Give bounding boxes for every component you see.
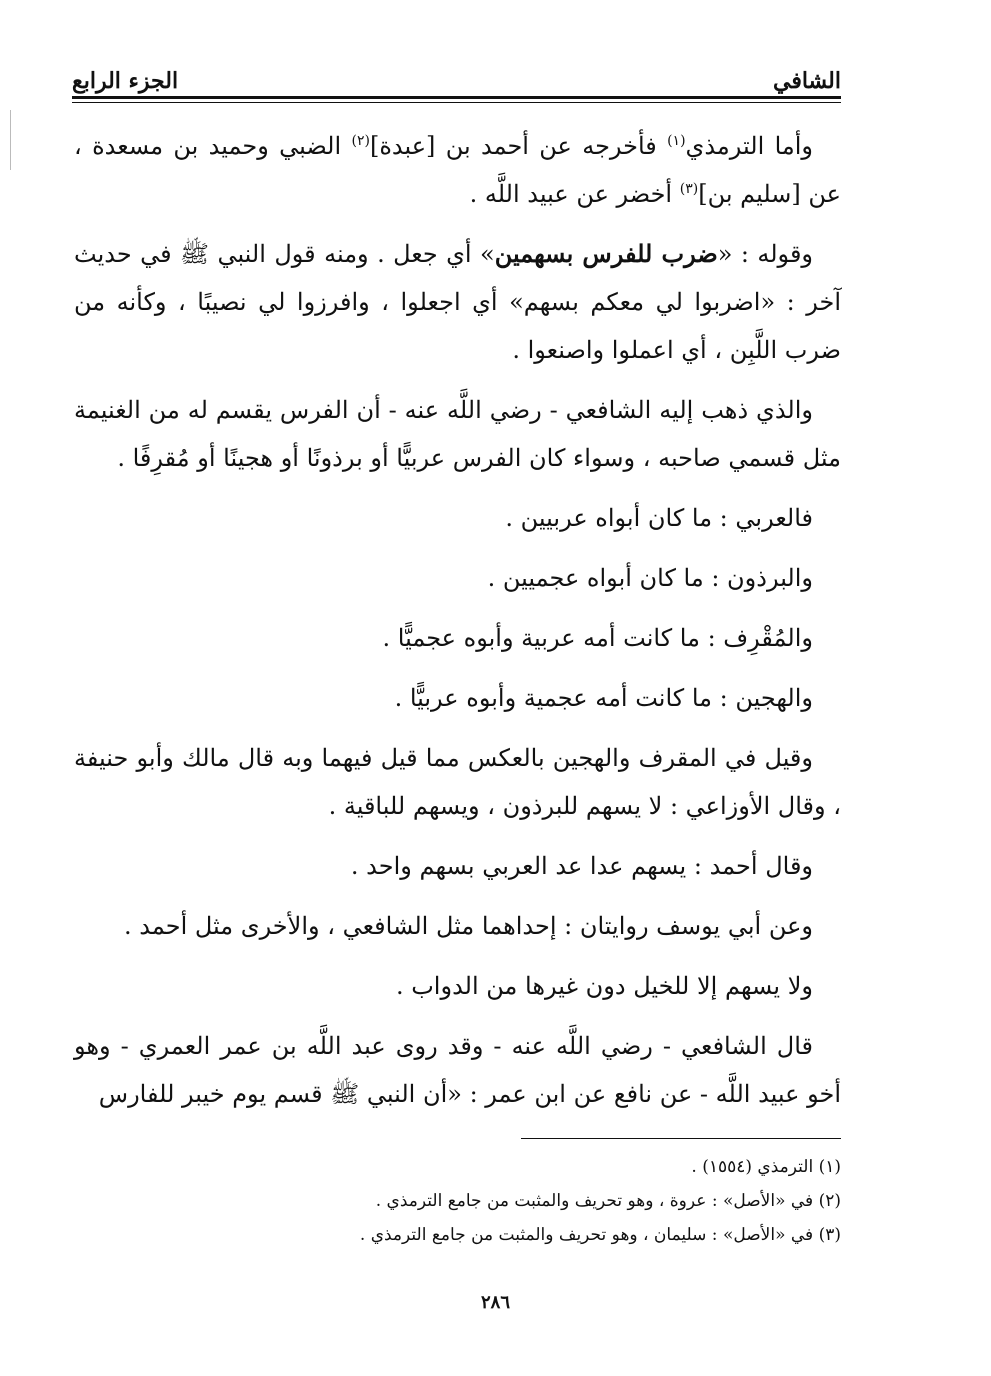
paragraph <box>74 734 841 830</box>
header-volume: الجزء الرابع <box>72 68 179 94</box>
page-number: ٢٨٦ <box>480 1292 510 1313</box>
paragraph <box>74 962 841 1010</box>
header-rule-thick <box>72 96 841 99</box>
paragraph <box>74 674 841 722</box>
footnote-separator <box>521 1138 841 1139</box>
text-run: » أي جعل . ومنه قول النبي ﷺ في حديث آخر : «اضربوا لي معكم بسهم» أي اجعلوا ، وافرزوا لي نصيبًا ، وكأنه من ضرب اللَّبِن ، أي اعملوا واصنعوا . <box>74 240 841 364</box>
footnote-marker: (١) <box>667 133 686 149</box>
paragraph <box>74 1022 841 1118</box>
bold-phrase: ضرب للفرس بسهمين <box>494 239 718 268</box>
footnote: (٢) في «الأصل» : عروة ، وهو تحريف والمثبت من جامع الترمذي . <box>375 1191 841 1211</box>
footnote: (١) الترمذي (١٥٥٤) . <box>691 1157 841 1177</box>
paragraph <box>74 554 841 602</box>
paragraph <box>74 842 841 890</box>
footnote: (٣) في «الأصل» : سليمان ، وهو تحريف والمثبت من جامع الترمذي . <box>359 1225 841 1245</box>
text-run: والهجين : ما كانت أمه عجمية وأبوه عربيًّا . <box>394 684 813 712</box>
paragraph <box>74 230 841 374</box>
text-run: والمُقْرِف : ما كانت أمه عربية وأبوه عجميًّا . <box>382 624 813 652</box>
header-book-title: الشافي <box>773 68 841 94</box>
paragraph <box>74 614 841 662</box>
text-run: وقال أحمد : يسهم عدا عد العربي بسهم واحد . <box>350 852 813 880</box>
footnote-marker: (٢) <box>351 133 370 149</box>
text-run: أخضر عن عبيد اللَّه . <box>469 180 680 208</box>
text-run: الضبي وحميد بن مسعدة ، عن [سليم بن] <box>74 132 841 208</box>
footnotes <box>74 1150 841 1252</box>
text-run: وقيل في المقرف والهجين بالعكس مما قيل فيهما وبه قال مالك وأبو حنيفة ، وقال الأوزاعي : لا يسهم للبرذون ، ويسهم للباقية . <box>74 744 841 820</box>
text-run: فالعربي : ما كان أبواه عربيين . <box>505 504 813 532</box>
paragraph <box>74 902 841 950</box>
main-text <box>74 122 841 1130</box>
header-rule-thin <box>72 102 841 103</box>
paragraph <box>74 386 841 482</box>
running-header <box>72 46 841 94</box>
text-run: ولا يسهم إلا للخيل دون غيرها من الدواب . <box>395 972 813 1000</box>
text-run: فأخرجه عن أحمد بن [عبدة] <box>369 132 668 160</box>
text-run: وعن أبي يوسف روايتان : إحداهما مثل الشافعي ، والأخرى مثل أحمد . <box>124 912 813 940</box>
paragraph <box>74 122 841 218</box>
footnote-marker: (٣) <box>679 181 699 197</box>
text-run: قال الشافعي - رضي اللَّه عنه - وقد روى عبد اللَّه بن عمر العمري - وهو أخو عبيد اللَّه - عن نافع عن ابن عمر : «أن النبي ﷺ قسم يوم خيبر للفارس <box>74 1032 841 1108</box>
scan-margin-mark <box>10 110 11 170</box>
text-run: وقوله : « <box>717 240 814 268</box>
text-run: والبرذون : ما كان أبواه عجميين . <box>487 564 813 592</box>
paragraph <box>74 494 841 542</box>
text-run: والذي ذهب إليه الشافعي - رضي اللَّه عنه - أن الفرس يقسم له من الغنيمة مثل قسمي صاحبه ، وسواء كان الفرس عربيًّا أو برذونًا أو هجينًا أو مُقرِفًا . <box>74 396 841 472</box>
text-run: وأما الترمذي <box>685 132 813 160</box>
